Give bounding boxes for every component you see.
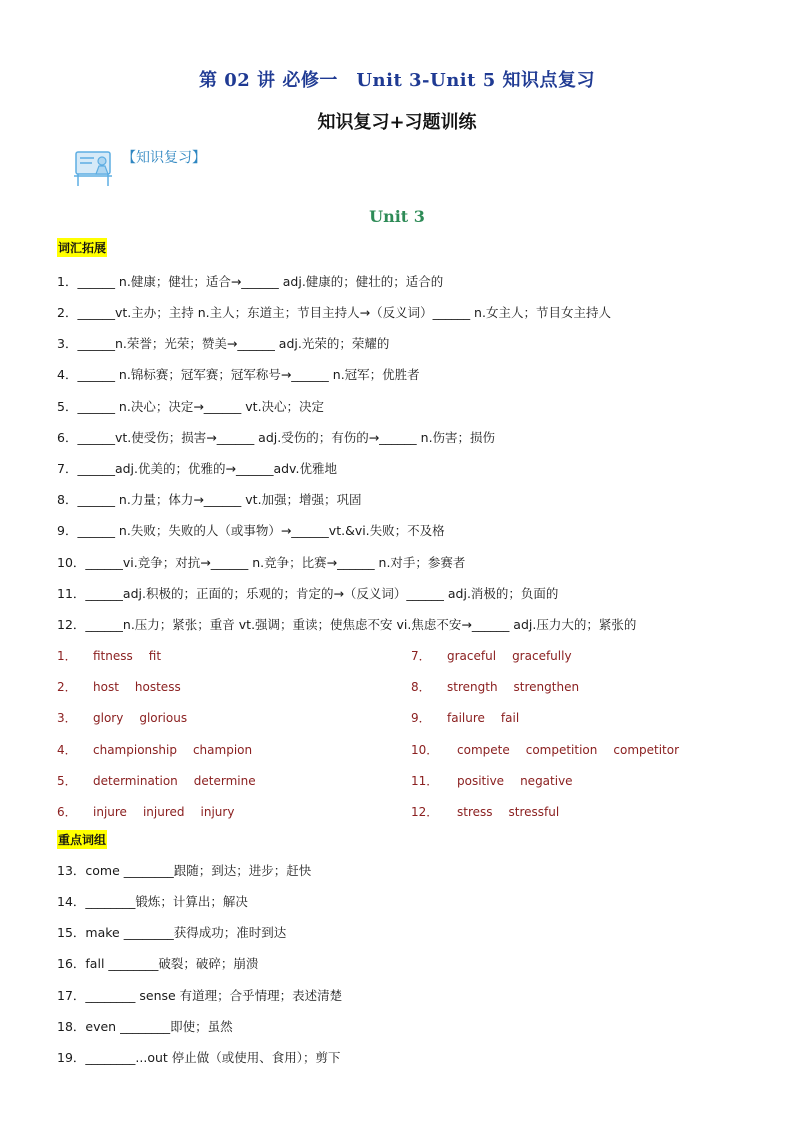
- vocab-item: 4．______ n.锦标赛；冠军赛；冠军称号→______ n.冠军；优胜者: [57, 367, 420, 382]
- vocab-item: 11．______adj.积极的；正面的；乐观的；肯定的→（反义词）______ adj.消极的；负面的: [57, 586, 559, 601]
- answer-word: injured: [142, 805, 185, 819]
- answer-row: [411, 741, 695, 758]
- lecture-title: 第 02 讲 必修一 Unit 3-Unit 5 知识点复习: [198, 70, 596, 91]
- phrase-item: 15．make ________获得成功；准时到达: [57, 925, 287, 940]
- answer-row: [411, 709, 535, 726]
- phrase-item: 19．________...out 停止做（或使用、食用）；剪下: [57, 1050, 341, 1065]
- knowledge-review-label: 【知识复习】: [122, 150, 206, 166]
- answer-word: competitor: [613, 743, 680, 757]
- answer-word: hostess: [134, 680, 181, 694]
- vocab-item: 2．______vt.主办；主持 n.主人；东道主；节目主持人→（反义词）______ n.女主人；节目女主持人: [57, 305, 611, 320]
- vocab-item: 12．______n.压力；紧张；重音 vt.强调；重读；使焦虑不安 vi.焦虑不安→______ adj.压力大的；紧张的: [57, 617, 637, 632]
- phrase-item: 18．even ________即使；虽然: [57, 1019, 233, 1034]
- answer-word: stressful: [508, 805, 560, 819]
- vocab-item: 10．______vi.竞争；对抗→______ n.竞争；比赛→______ n.对手；参赛者: [57, 555, 466, 570]
- answer-word: positive: [457, 774, 505, 788]
- answer-row: [57, 803, 250, 820]
- answer-row: [57, 678, 197, 695]
- teacher-board-icon: [72, 146, 116, 190]
- answer-word: glorious: [139, 711, 188, 725]
- vocab-item: 7．______adj.优美的；优雅的→______adv.优雅地: [57, 461, 337, 476]
- answer-word: host: [93, 680, 119, 694]
- knowledge-review-banner: [72, 146, 206, 190]
- lecture-subtitle: 知识复习+习题训练: [317, 112, 477, 133]
- vocab-item: 3．______n.荣誉；光荣；赞美→______ adj.光荣的；荣耀的: [57, 336, 390, 351]
- answer-word: fail: [500, 711, 520, 725]
- answer-word: injure: [93, 805, 127, 819]
- section-phrases-heading: 重点词组: [57, 830, 107, 849]
- answer-number: 2．: [57, 680, 77, 694]
- unit-title: Unit 3: [369, 207, 425, 226]
- answer-word: determination: [93, 774, 178, 788]
- answer-row: [57, 647, 177, 664]
- answer-row: [411, 647, 588, 664]
- answer-word: graceful: [447, 649, 497, 663]
- answer-number: 3．: [57, 711, 77, 725]
- answer-word: determine: [193, 774, 256, 788]
- vocab-item: 8．______ n.力量；体力→______ vt.加强；增强；巩固: [57, 492, 362, 507]
- phrase-item: 13．come ________跟随；到达；进步；赶快: [57, 863, 312, 878]
- answer-number: 10．: [411, 743, 439, 757]
- answer-word: stress: [457, 805, 493, 819]
- answer-word: compete: [457, 743, 510, 757]
- answer-word: fit: [148, 649, 162, 663]
- vocab-item: 1．______ n.健康；健壮；适合→______ adj.健康的；健壮的；适合的: [57, 274, 444, 289]
- section-vocab-heading: 词汇拓展: [57, 238, 107, 257]
- answer-row: [57, 772, 272, 789]
- answer-row: [411, 772, 589, 789]
- answer-number: 1．: [57, 649, 77, 663]
- answer-word: champion: [192, 743, 253, 757]
- answer-number: 5．: [57, 774, 77, 788]
- vocab-item: 5．______ n.决心；决定→______ vt.决心；决定: [57, 399, 325, 414]
- answer-number: 4．: [57, 743, 77, 757]
- answer-number: 8．: [411, 680, 431, 694]
- answer-word: negative: [520, 774, 573, 788]
- answer-number: 12．: [411, 805, 439, 819]
- phrase-item: 16．fall ________破裂；破碎；崩溃: [57, 956, 259, 971]
- answer-word: strengthen: [513, 680, 580, 694]
- answer-word: glory: [93, 711, 124, 725]
- answer-word: failure: [447, 711, 485, 725]
- answer-number: 6．: [57, 805, 77, 819]
- vocab-item: 9．______ n.失败；失败的人（或事物）→______vt.&vi.失败；不及格: [57, 523, 445, 538]
- answer-word: strength: [447, 680, 498, 694]
- vocab-item: 6．______vt.使受伤；损害→______ adj.受伤的；有伤的→______ n.伤害；损伤: [57, 430, 496, 445]
- answer-row: [411, 678, 595, 695]
- answer-word: gracefully: [512, 649, 572, 663]
- answer-word: fitness: [93, 649, 133, 663]
- answer-row: [57, 741, 268, 758]
- answer-number: 7．: [411, 649, 431, 663]
- answer-word: injury: [200, 805, 235, 819]
- answer-word: competition: [525, 743, 598, 757]
- answer-word: championship: [93, 743, 177, 757]
- answer-row: [57, 709, 203, 726]
- answer-number: 11．: [411, 774, 439, 788]
- answer-number: 9．: [411, 711, 431, 725]
- phrase-item: 17．________ sense 有道理；合乎情理；表述清楚: [57, 988, 343, 1003]
- phrase-item: 14．________锻炼；计算出；解决: [57, 894, 248, 909]
- answer-row: [411, 803, 575, 820]
